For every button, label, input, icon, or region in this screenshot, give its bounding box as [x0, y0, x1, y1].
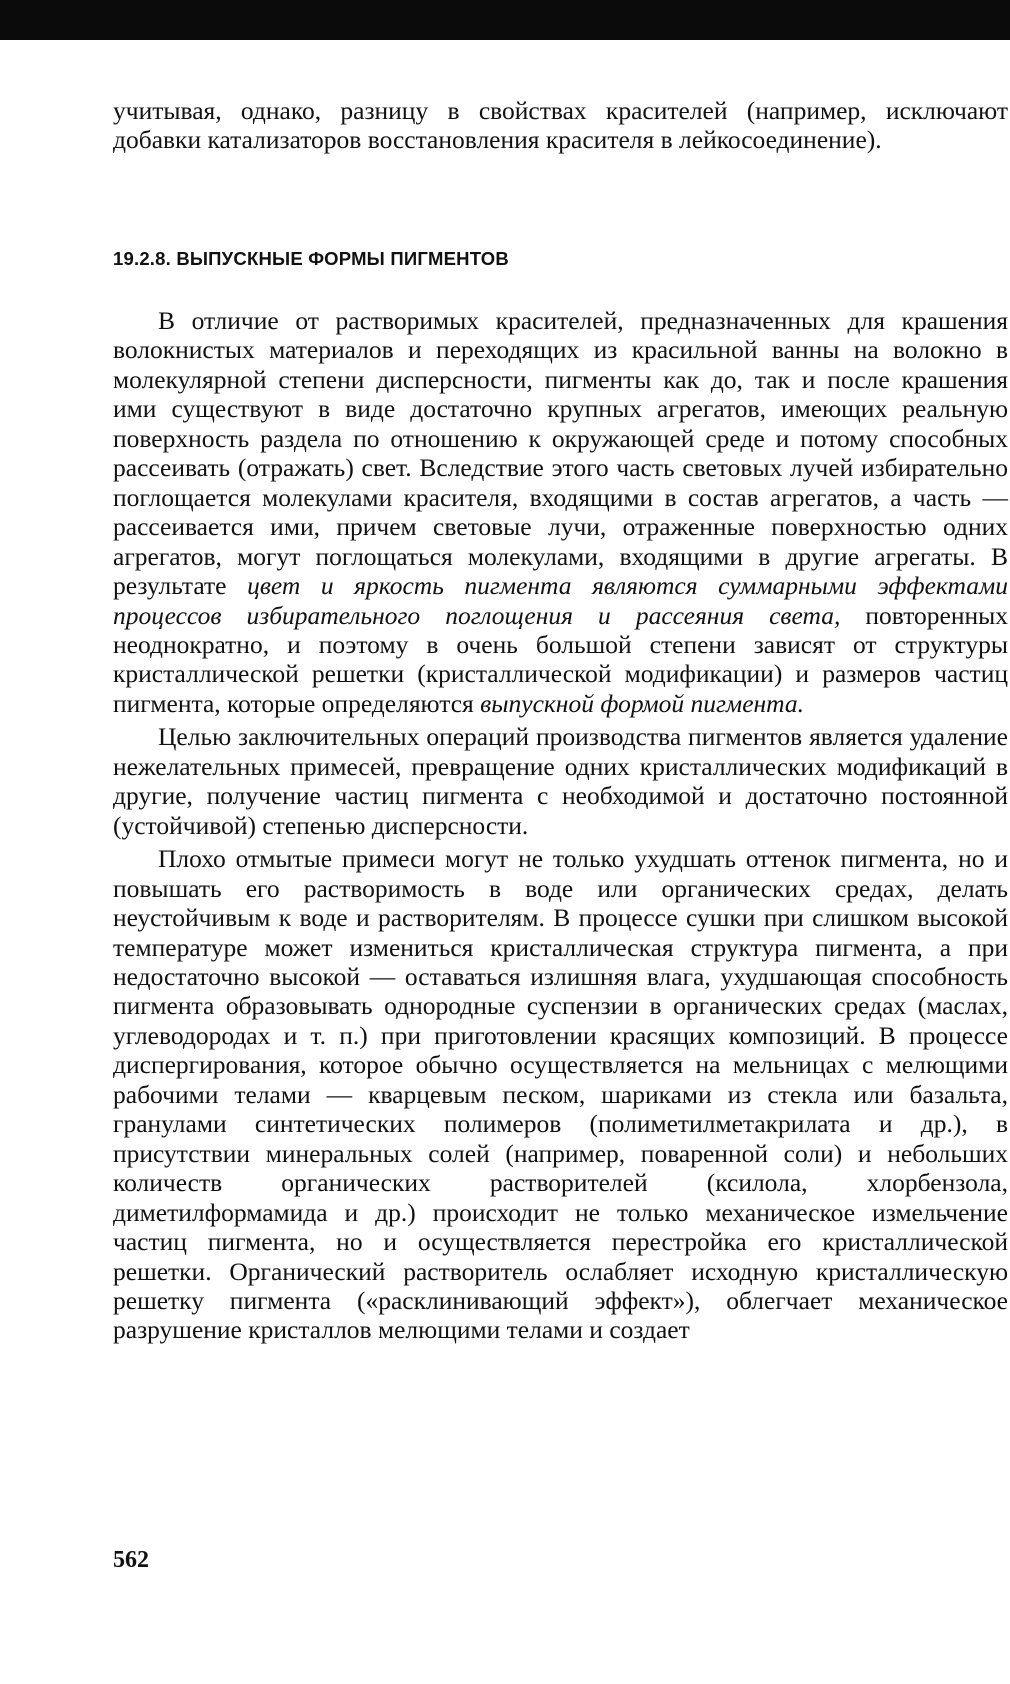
intro-text: учитывая, однако, разницу в свойствах красителей (например, исключают добавки катализаторов восстановления красителя в лейкосоединение). [113, 96, 1008, 155]
body-text [113, 306, 1008, 1349]
paragraph-3: Плохо отмытые примеси могут не только ухудшать оттенок пигмента, но и повышать его растворимость в воде или органических средах, делать неустойчивым к воде и растворителям. В процессе сушки при слишком высокой температуре может измениться кристаллическая структура пигмента, а при недостаточно высокой — оставаться излишняя влага, ухудшающая способность пигмента образовывать однородные суспензии в органических средах (маслах, углеводородах и т. п.) при приготовлении красящих композиций. В процессе диспергирования, которое обычно осуществляется на мельницах с мелющими рабочими телами — кварцевым песком, шариками из стекла или базальта, гранулами синтетических полимеров (полиметилметакрилата и др.), в присутствии минеральных солей (например, поваренной соли) и небольших количеств органических растворителей (ксилола, хлорбензола, диметилформамида и др.) происходит не только механическое измельчение частиц пигмента, но и осуществляется перестройка его кристаллической решетки. Органический растворитель ослабляет исходную кристаллическую решетку пигмента («расклинивающий эффект»), облегчает механическое разрушение кристаллов мелющими телами и создает [113, 844, 1008, 1345]
paragraph-2: Целью заключительных операций производства пигментов является удаление нежелательных примесей, превращение одних кристаллических модификаций в другие, получение частиц пигмента с необходимой и достаточно постоянной (устойчивой) степенью дисперсности. [113, 722, 1008, 840]
page-number: 562 [113, 1547, 149, 1573]
paragraph-1-emphasis-2: выпускной формой пигмента. [480, 688, 805, 718]
paragraph-1-emphasis-1: цвет и яркость пигмента являются суммарными эффектами процессов избирательного поглощения и рассеяния света, [113, 571, 1009, 630]
intro-paragraph [113, 96, 1008, 155]
scan-top-border [0, 0, 1010, 40]
paragraph-1 [113, 306, 1008, 718]
section-heading: 19.2.8. ВЫПУСКНЫЕ ФОРМЫ ПИГМЕНТОВ [113, 248, 509, 269]
paragraph-1-start: В отличие от растворимых красителей, предназначенных для крашения волокнистых материалов и переходящих из красильной ванны на волокно в молекулярной степени дисперсности, пигменты как до, так и после крашения ими существуют в виде достаточно крупных агрегатов, имеющих реальную поверхность раздела по отношению к окружающей среде и потому способных рассеивать (отражать) свет. Вследствие этого часть световых лучей избирательно поглощается молекулами красителя, входящими в состав агрегатов, а часть — рассеивается ими, причем световые лучи, отраженные поверхностью одних агрегатов, могут поглощаться молекулами, входящими в другие агрегаты. В результате [113, 306, 1008, 601]
paragraph-1-middle: повторенных неоднократно, и поэтому в очень большой степени зависят от структуры кристаллической решетки (кристаллической модификации) и размеров частиц пигмента, которые определяются [113, 600, 1009, 718]
